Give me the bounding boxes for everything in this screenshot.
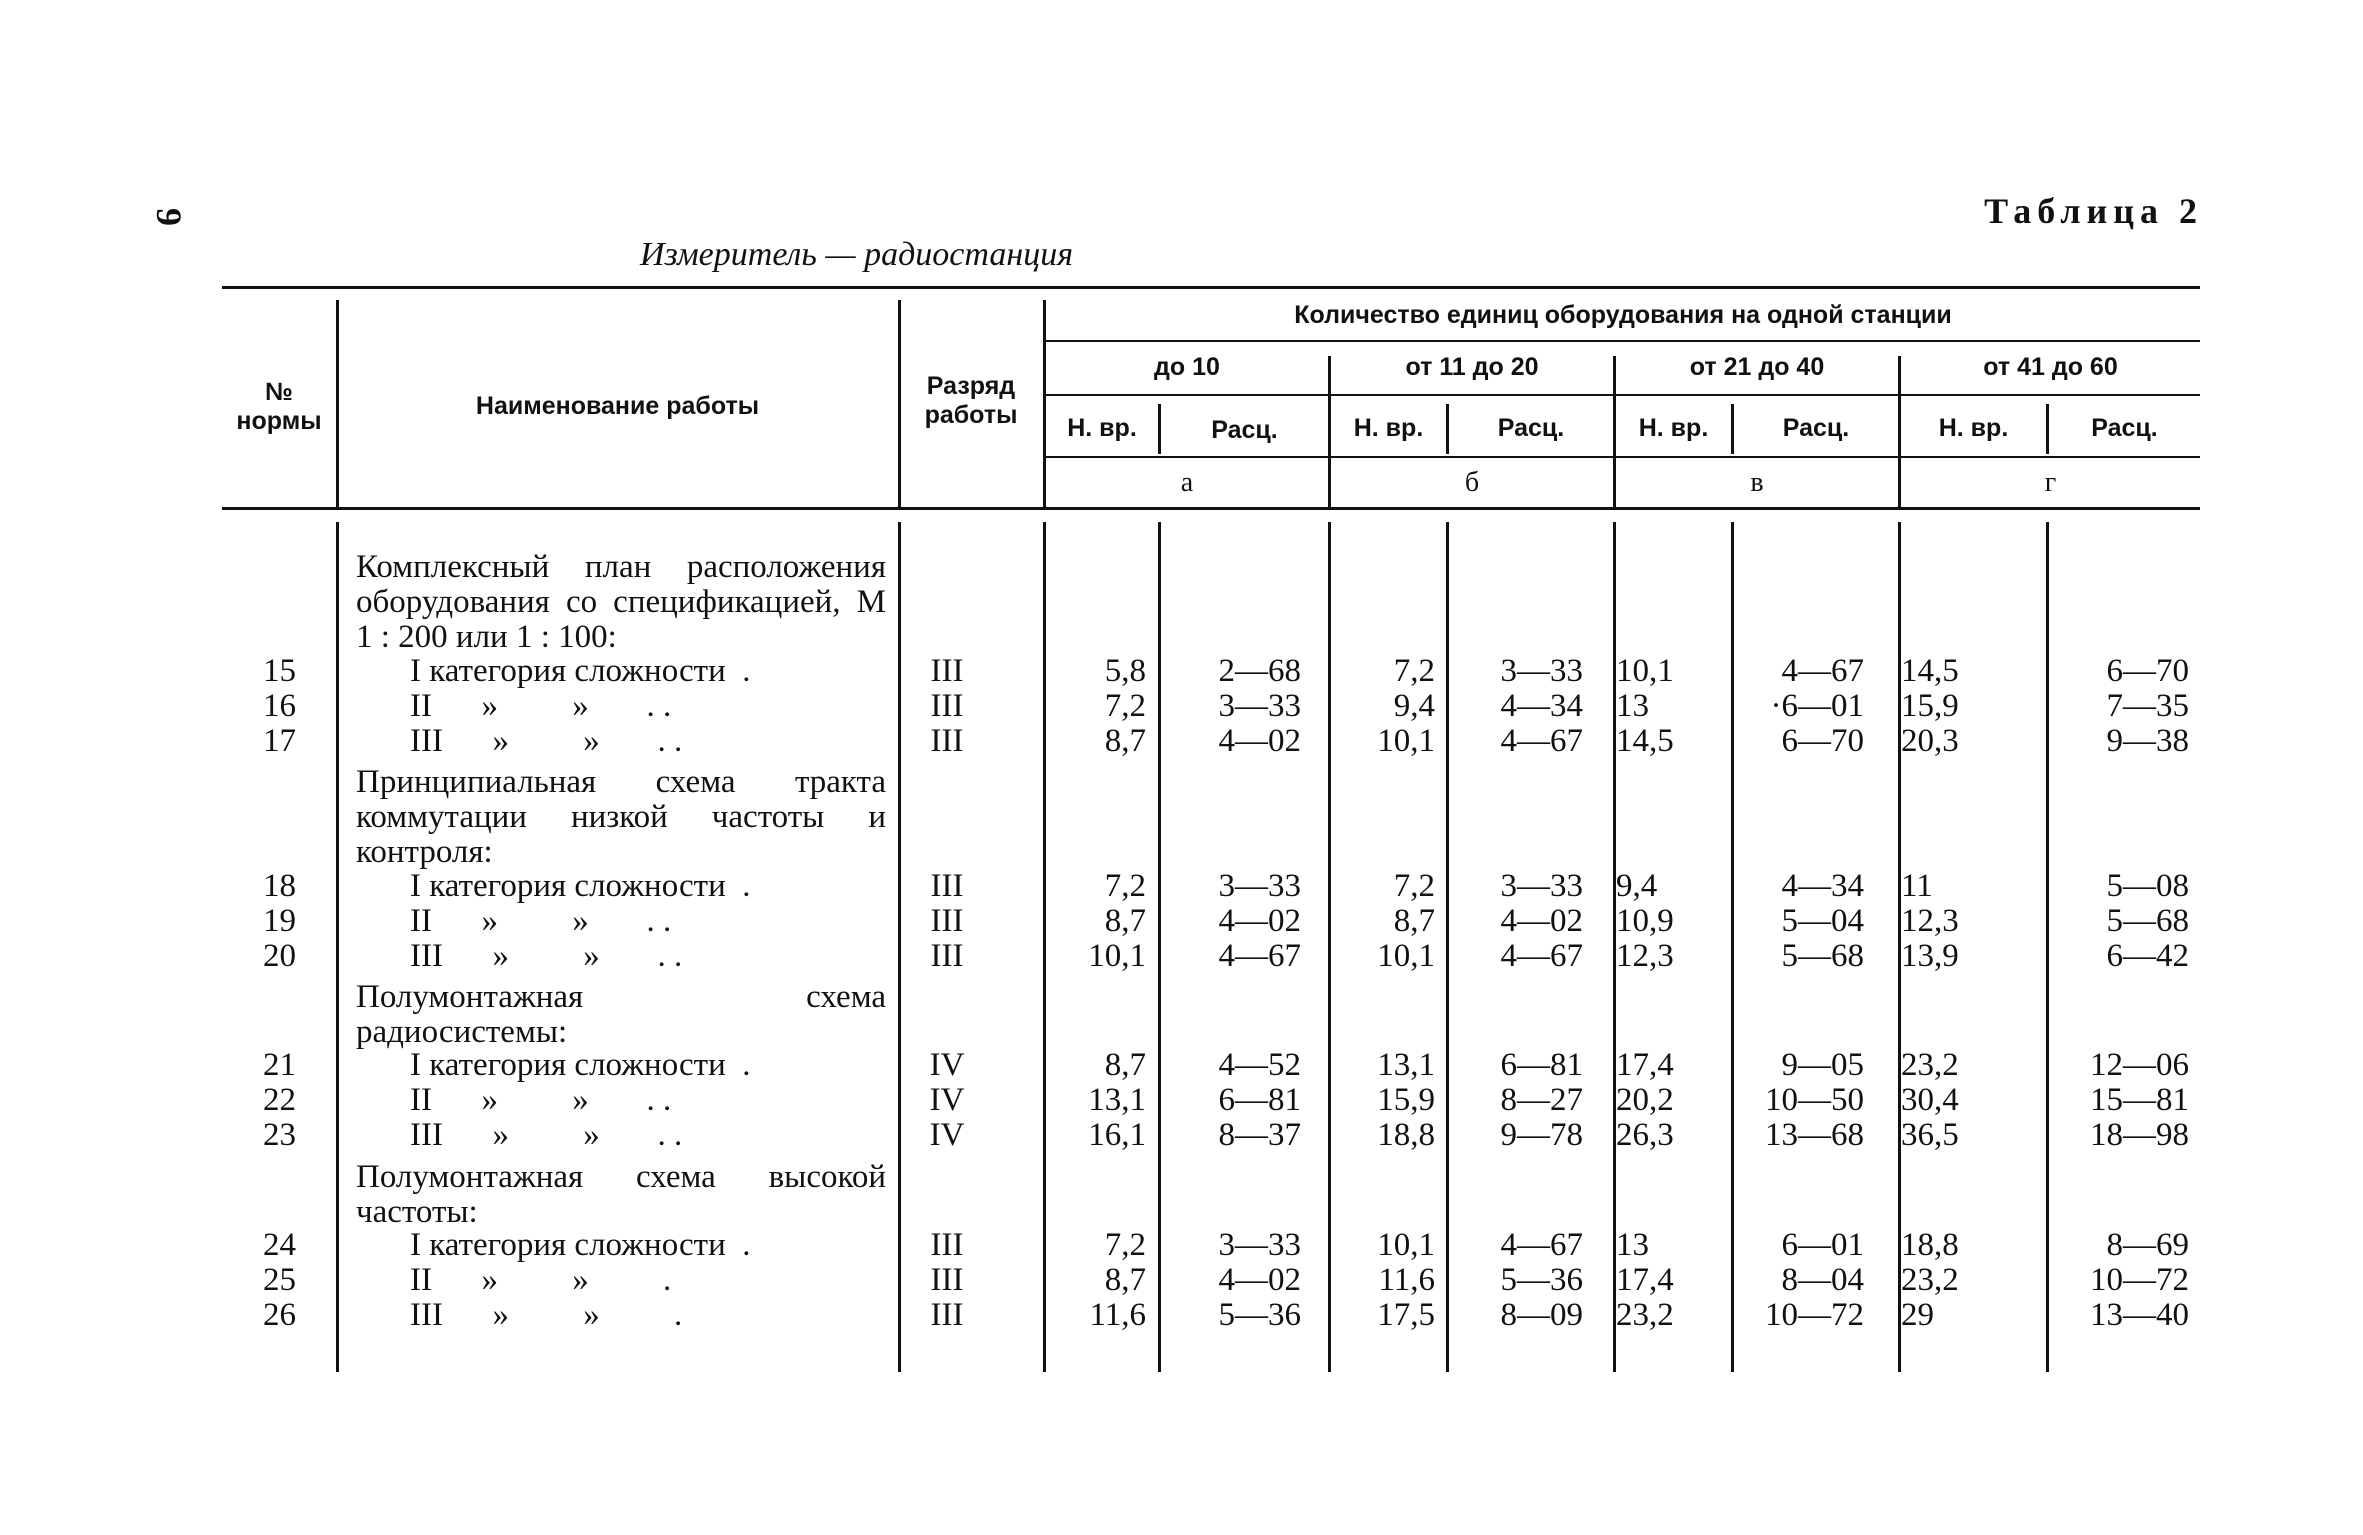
cell-norm-time: 14,5 <box>1901 653 1959 689</box>
nvr-d: Н. вр. <box>1938 414 2009 442</box>
row-work-name: I категория сложности . <box>410 868 751 904</box>
cell-norm-time: 7,2 <box>1393 653 1435 689</box>
cell-norm-time: 13,9 <box>1901 938 1959 974</box>
row-number: 15 <box>263 653 296 689</box>
cell-rate: 3—33 <box>1218 1227 1301 1263</box>
cell-rate: 4—67 <box>1218 938 1301 974</box>
top-rule <box>222 286 2200 289</box>
header-bottom-rule <box>222 507 2200 510</box>
row-work-name: III » » . . <box>410 938 683 974</box>
row-number: 20 <box>263 938 296 974</box>
cell-norm-time: 17,4 <box>1616 1047 1674 1083</box>
cell-rate: 13—68 <box>1765 1117 1864 1153</box>
section-title: Полумонтажная схема высокой частоты: <box>356 1159 886 1230</box>
range-b: от 11 до 20 <box>1405 353 1539 381</box>
cell-norm-time: 23,2 <box>1901 1047 1959 1083</box>
row-grade: III <box>930 938 964 974</box>
rasc-a: Расц. <box>1211 416 1278 444</box>
nvr-b: Н. вр. <box>1353 414 1424 442</box>
cell-norm-time: 13,1 <box>1377 1047 1435 1083</box>
cell-rate: 8—04 <box>1781 1262 1864 1298</box>
cell-rate: 9—05 <box>1781 1047 1864 1083</box>
nvr-c: Н. вр. <box>1638 414 1709 442</box>
cell-norm-time: 14,5 <box>1616 723 1674 759</box>
cell-norm-time: 13 <box>1616 688 1649 724</box>
cell-norm-time: 7,2 <box>1104 868 1146 904</box>
cell-norm-time: 11,6 <box>1089 1297 1146 1333</box>
cell-rate: ·6—01 <box>1770 688 1864 724</box>
cell-rate: 10—72 <box>2090 1262 2189 1298</box>
cell-norm-time: 10,1 <box>1088 938 1146 974</box>
body-vline-no-name <box>336 522 339 1372</box>
cell-norm-time: 23,2 <box>1901 1262 1959 1298</box>
header-col-name: Наименование работы <box>475 392 760 420</box>
cell-rate: 5—08 <box>2106 868 2189 904</box>
cell-norm-time: 8,7 <box>1104 1047 1146 1083</box>
cell-norm-time: 8,7 <box>1104 723 1146 759</box>
cell-norm-time: 10,1 <box>1377 938 1435 974</box>
section-title: Полумонтажная схема радиосистемы: <box>356 979 886 1050</box>
letter-b: б <box>1464 467 1480 498</box>
cell-rate: 6—01 <box>1781 1227 1864 1263</box>
row-number: 17 <box>263 723 296 759</box>
vline-name-grade <box>898 300 901 507</box>
row-number: 16 <box>263 688 296 724</box>
row-number: 24 <box>263 1227 296 1263</box>
cell-rate: 6—70 <box>1781 723 1864 759</box>
cell-rate: 3—33 <box>1500 868 1583 904</box>
row-work-name: III » » . . <box>410 1117 683 1153</box>
row-grade: III <box>930 903 964 939</box>
cell-rate: 4—34 <box>1781 868 1864 904</box>
cell-norm-time: 18,8 <box>1377 1117 1435 1153</box>
rasc-c: Расц. <box>1782 414 1850 442</box>
cell-rate: 10—72 <box>1765 1297 1864 1333</box>
cell-rate: 4—67 <box>1500 938 1583 974</box>
cell-norm-time: 12,3 <box>1616 938 1674 974</box>
cell-rate: 2—68 <box>1218 653 1301 689</box>
cell-rate: 3—33 <box>1218 688 1301 724</box>
vline-no-name <box>336 300 339 507</box>
cell-rate: 4—02 <box>1500 903 1583 939</box>
group-title-rule <box>1043 340 2200 342</box>
cell-rate: 4—67 <box>1500 1227 1583 1263</box>
cell-norm-time: 5,8 <box>1104 653 1146 689</box>
row-work-name: I категория сложности . <box>410 1047 751 1083</box>
cell-rate: 8—09 <box>1500 1297 1583 1333</box>
range-rule <box>1043 394 2200 396</box>
cell-norm-time: 10,1 <box>1377 723 1435 759</box>
cell-norm-time: 13 <box>1616 1227 1649 1263</box>
cell-rate: 4—52 <box>1218 1047 1301 1083</box>
rasc-d: Расц. <box>2091 414 2158 442</box>
cell-norm-time: 11 <box>1901 868 1933 904</box>
row-work-name: II » » . . <box>410 903 672 939</box>
cell-rate: 8—69 <box>2106 1227 2189 1263</box>
cell-rate: 4—02 <box>1218 903 1301 939</box>
cell-norm-time: 7,2 <box>1104 688 1146 724</box>
cell-rate: 9—78 <box>1500 1117 1583 1153</box>
cell-rate: 4—34 <box>1500 688 1583 724</box>
cell-norm-time: 9,4 <box>1616 868 1658 904</box>
cell-rate: 6—81 <box>1218 1082 1301 1118</box>
cell-norm-time: 16,1 <box>1088 1117 1146 1153</box>
row-number: 22 <box>263 1082 296 1118</box>
row-work-name: I категория сложности . <box>410 653 751 689</box>
cell-rate: 8—27 <box>1500 1082 1583 1118</box>
cell-rate: 3—33 <box>1500 653 1583 689</box>
cell-rate: 4—67 <box>1781 653 1864 689</box>
range-c: от 21 до 40 <box>1689 353 1825 381</box>
cell-norm-time: 7,2 <box>1393 868 1435 904</box>
cell-rate: 4—02 <box>1218 1262 1301 1298</box>
cell-rate: 13—40 <box>2090 1297 2189 1333</box>
cell-norm-time: 10,1 <box>1616 653 1674 689</box>
page-number: 9 <box>149 208 189 226</box>
row-grade: IV <box>929 1117 965 1153</box>
subhead-rule <box>1043 456 2200 458</box>
cell-norm-time: 13,1 <box>1088 1082 1146 1118</box>
cell-norm-time: 8,7 <box>1104 903 1146 939</box>
cell-rate: 9—38 <box>2106 723 2189 759</box>
row-grade: III <box>930 1227 964 1263</box>
cell-rate: 6—70 <box>2106 653 2189 689</box>
measure-caption: Измеритель — радиостанция <box>640 236 1074 273</box>
row-grade: III <box>930 723 964 759</box>
cell-norm-time: 10,9 <box>1616 903 1674 939</box>
section-title: Комплексный план расположения оборудования со спецификацией, М 1 : 200 или 1 : 100: <box>356 549 886 655</box>
cell-norm-time: 12,3 <box>1901 903 1959 939</box>
cell-rate: 5—04 <box>1781 903 1864 939</box>
row-number: 18 <box>263 868 296 904</box>
nvr-a: Н. вр. <box>1067 414 1137 442</box>
row-grade: III <box>930 1262 964 1298</box>
header-group-title: Количество единиц оборудования на одной станции <box>1294 301 1952 329</box>
row-number: 21 <box>263 1047 296 1083</box>
cell-rate: 4—02 <box>1218 723 1301 759</box>
range-d: от 41 до 60 <box>1983 353 2118 381</box>
cell-norm-time: 8,7 <box>1104 1262 1146 1298</box>
rasc-b: Расц. <box>1497 414 1565 442</box>
cell-norm-time: 8,7 <box>1393 903 1435 939</box>
cell-rate: 3—33 <box>1218 868 1301 904</box>
header-col-grade: Разряд работы <box>924 372 1018 429</box>
letter-a: а <box>1180 467 1194 498</box>
cell-norm-time: 17,5 <box>1377 1297 1435 1333</box>
cell-rate: 5—36 <box>1218 1297 1301 1333</box>
row-work-name: III » » . <box>410 1297 683 1333</box>
row-grade: III <box>930 688 964 724</box>
cell-rate: 5—36 <box>1500 1262 1583 1298</box>
letter-d: г <box>2044 467 2057 498</box>
cell-norm-time: 9,4 <box>1393 688 1435 724</box>
cell-rate: 18—98 <box>2090 1117 2189 1153</box>
cell-norm-time: 17,4 <box>1616 1262 1674 1298</box>
cell-norm-time: 23,2 <box>1616 1297 1674 1333</box>
row-number: 26 <box>263 1297 296 1333</box>
cell-rate: 6—81 <box>1500 1047 1583 1083</box>
table-title: Таблица 2 <box>1984 191 2203 231</box>
cell-rate: 4—67 <box>1500 723 1583 759</box>
cell-rate: 12—06 <box>2090 1047 2189 1083</box>
range-a: до 10 <box>1154 353 1220 381</box>
cell-norm-time: 36,5 <box>1901 1117 1959 1153</box>
row-grade: IV <box>929 1047 965 1083</box>
row-work-name: III » » . . <box>410 723 683 759</box>
cell-rate: 7—35 <box>2106 688 2189 724</box>
body-vline-name-grade <box>898 522 901 1372</box>
row-work-name: II » » . . <box>410 1082 672 1118</box>
row-number: 19 <box>263 903 296 939</box>
cell-norm-time: 15,9 <box>1901 688 1959 724</box>
row-grade: IV <box>929 1082 965 1118</box>
row-work-name: II » » . <box>410 1262 672 1298</box>
cell-norm-time: 7,2 <box>1104 1227 1146 1263</box>
cell-norm-time: 11,6 <box>1378 1262 1435 1298</box>
cell-norm-time: 20,2 <box>1616 1082 1674 1118</box>
cell-rate: 6—42 <box>2106 938 2189 974</box>
cell-norm-time: 10,1 <box>1377 1227 1435 1263</box>
cell-rate: 5—68 <box>1781 938 1864 974</box>
cell-norm-time: 15,9 <box>1377 1082 1435 1118</box>
cell-rate: 10—50 <box>1765 1082 1864 1118</box>
row-number: 23 <box>263 1117 296 1153</box>
cell-norm-time: 20,3 <box>1901 723 1959 759</box>
row-grade: III <box>930 1297 964 1333</box>
row-grade: III <box>930 653 964 689</box>
row-grade: III <box>930 868 964 904</box>
row-work-name: I категория сложности . <box>410 1227 751 1263</box>
cell-norm-time: 30,4 <box>1901 1082 1959 1118</box>
header-col-no: № нормы <box>236 378 322 435</box>
cell-rate: 15—81 <box>2090 1082 2189 1118</box>
cell-norm-time: 18,8 <box>1901 1227 1959 1263</box>
row-work-name: II » » . . <box>410 688 672 724</box>
cell-norm-time: 29 <box>1901 1297 1934 1333</box>
section-title: Принципиальная схема тракта коммутации низкой частоты и контроля: <box>356 764 886 870</box>
cell-norm-time: 26,3 <box>1616 1117 1674 1153</box>
letter-c: в <box>1750 467 1764 498</box>
cell-rate: 8—37 <box>1218 1117 1301 1153</box>
cell-rate: 5—68 <box>2106 903 2189 939</box>
row-number: 25 <box>263 1262 296 1298</box>
